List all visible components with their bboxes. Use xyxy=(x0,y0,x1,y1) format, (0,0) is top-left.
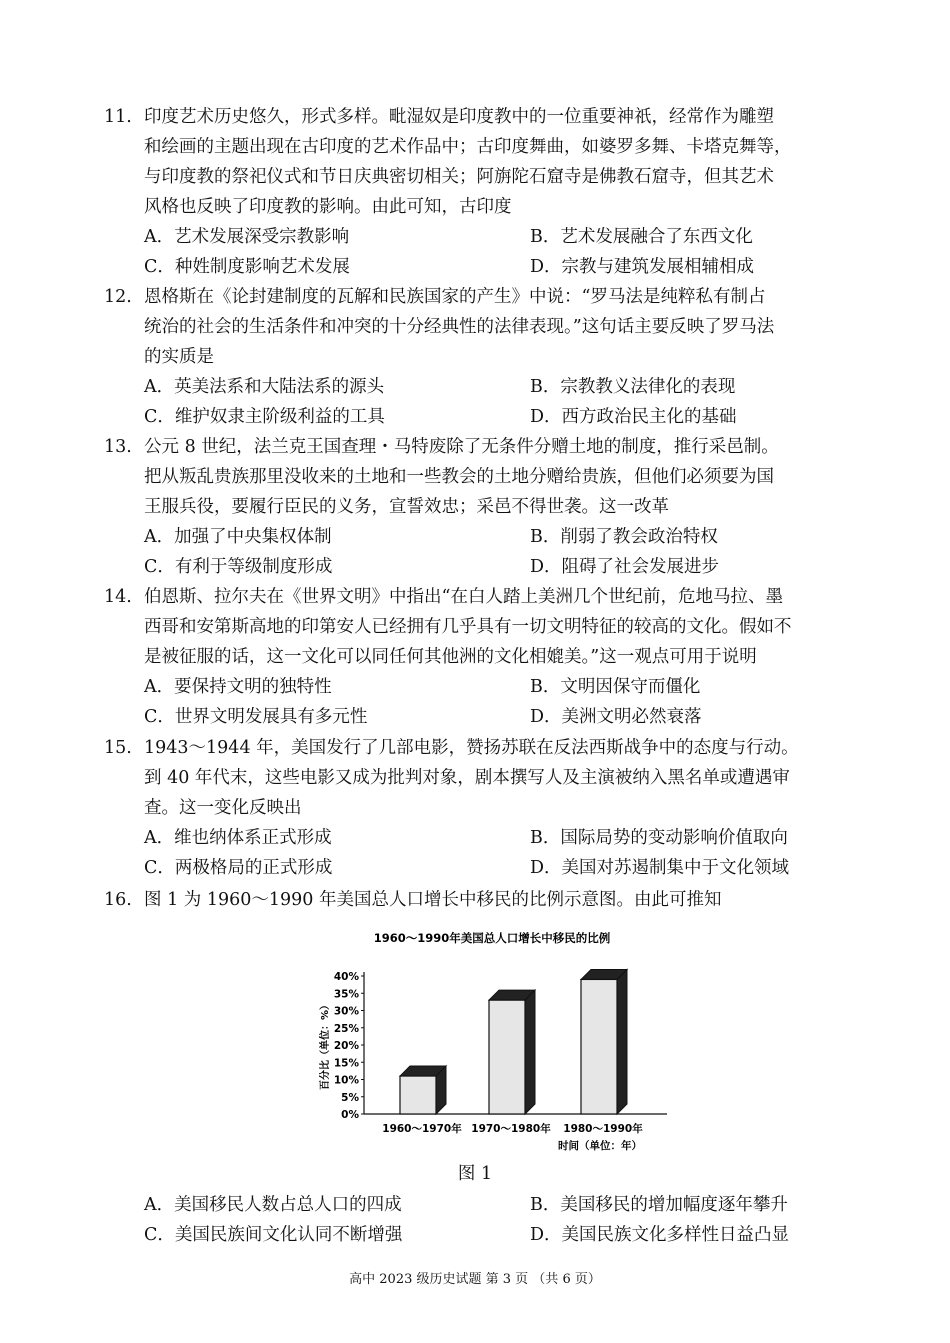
question-text: 1943～1944 年，美国发行了几部电影，赞扬苏联在反法西斯战争中的态度与行动。 xyxy=(144,738,799,758)
option-d: D．西方政治民主化的基础 xyxy=(530,407,737,427)
option-a: A．维也纳体系正式形成 xyxy=(144,828,332,848)
x-tick-label: 1960～1970年 xyxy=(382,1123,462,1135)
y-tick-label: 20% xyxy=(333,1040,359,1052)
question-text: 风格也反映了印度教的影响。由此可知，古印度 xyxy=(144,197,512,217)
question-text: 公元 8 世纪，法兰克王国查理・马特废除了无条件分赠土地的制度，推行采邑制。 xyxy=(144,437,779,457)
question-text: 图 1 为 1960～1990 年美国总人口增长中移民的比例示意图。由此可推知 xyxy=(144,890,722,910)
option-c: C．美国民族间文化认同不断增强 xyxy=(144,1225,403,1245)
question-text: 伯恩斯、拉尔夫在《世界文明》中指出“在白人踏上美洲几个世纪前，危地马拉、墨 xyxy=(144,587,783,607)
option-d: D．阻碍了社会发展进步 xyxy=(530,557,720,577)
option-d: D．美国对苏遏制集中于文化领域 xyxy=(530,858,790,878)
question-text: 西哥和安第斯高地的印第安人已经拥有几乎具有一切文明特征的较高的文化。假如不 xyxy=(144,617,792,637)
bar xyxy=(581,979,617,1114)
x-tick-label: 1970～1980年 xyxy=(471,1123,551,1135)
y-tick-label: 35% xyxy=(333,988,359,1001)
question-text: 王服兵役，要履行臣民的义务，宣誓效忠；采邑不得世袭。这一改革 xyxy=(144,497,669,517)
question-15 xyxy=(104,733,849,883)
y-tick-label: 0% xyxy=(341,1109,359,1121)
y-tick-label: 30% xyxy=(333,1005,359,1018)
option-b: B．文明因保守而僵化 xyxy=(530,677,701,697)
x-axis-label: 时间（单位：年） xyxy=(558,1140,642,1152)
question-text: 把从叛乱贵族那里没收来的土地和一些教会的土地分赠给贵族，但他们必须要为国 xyxy=(144,467,774,487)
y-tick-label: 40% xyxy=(333,971,359,983)
question-12 xyxy=(104,282,849,432)
bar-side xyxy=(525,990,535,1114)
options xyxy=(104,372,849,432)
options xyxy=(104,1190,849,1250)
y-tick-label: 10% xyxy=(333,1074,359,1087)
question-text: 印度艺术历史悠久，形式多样。毗湿奴是印度教中的一位重要神祇，经常作为雕塑 xyxy=(144,107,774,127)
option-a: A．艺术发展深受宗教影响 xyxy=(144,227,350,247)
question-number: 11. xyxy=(104,107,132,127)
bar xyxy=(400,1076,436,1114)
chart-title: 1960～1990年美国总人口增长中移民的比例 xyxy=(373,931,611,945)
options xyxy=(104,522,849,582)
question-text: 与印度教的祭祀仪式和节日庆典密切相关；阿旃陀石窟寺是佛教石窟寺，但其艺术 xyxy=(144,167,774,187)
y-axis-label: 百分比（单位：%） xyxy=(320,999,331,1091)
figure-caption: 图 1 xyxy=(457,1164,493,1184)
question-16 xyxy=(104,885,849,915)
option-b: B．美国移民的增加幅度逐年攀升 xyxy=(530,1195,788,1215)
question-number: 13. xyxy=(104,437,132,457)
question-number: 14. xyxy=(104,587,132,607)
option-c: C．两极格局的正式形成 xyxy=(144,858,333,878)
question-14 xyxy=(104,582,849,732)
option-a: A．加强了中央集权体制 xyxy=(144,527,332,547)
option-b: B．艺术发展融合了东西文化 xyxy=(530,227,753,247)
y-tick-label: 15% xyxy=(333,1057,359,1070)
option-c: C．维护奴隶主阶级利益的工具 xyxy=(144,407,385,427)
question-text: 的实质是 xyxy=(144,347,214,367)
option-c: C．世界文明发展具有多元性 xyxy=(144,707,368,727)
option-a: A．要保持文明的独特性 xyxy=(144,677,332,697)
question-text: 统治的社会的生活条件和冲突的十分经典性的法律表现。”这句话主要反映了罗马法 xyxy=(144,317,775,337)
option-b: B．宗教教义法律化的表现 xyxy=(530,377,736,397)
question-13 xyxy=(104,432,849,582)
option-d: D．美国民族文化多样性日益凸显 xyxy=(530,1225,790,1245)
options xyxy=(104,823,849,883)
option-a: A．美国移民人数占总人口的四成 xyxy=(144,1195,402,1215)
question-number: 16. xyxy=(104,890,132,910)
option-a: A．英美法系和大陆法系的源头 xyxy=(144,377,385,397)
question-text: 和绘画的主题出现在古印度的艺术作品中；古印度舞曲，如婆罗多舞、卡塔克舞等， xyxy=(144,137,792,157)
option-d: D．宗教与建筑发展相辅相成 xyxy=(530,257,755,277)
bar-chart xyxy=(312,924,672,1156)
question-number: 15. xyxy=(104,738,132,758)
question-11 xyxy=(104,102,849,282)
options xyxy=(104,672,849,732)
y-tick-label: 25% xyxy=(333,1022,359,1035)
option-c: C．有利于等级制度形成 xyxy=(144,557,333,577)
option-c: C．种姓制度影响艺术发展 xyxy=(144,257,350,277)
question-text: 恩格斯在《论封建制度的瓦解和民族国家的产生》中说：“罗马法是纯粹私有制占 xyxy=(144,287,766,307)
question-number: 12. xyxy=(104,287,132,307)
bar-side xyxy=(617,969,627,1114)
question-16-options xyxy=(104,1190,849,1250)
option-b: B．削弱了教会政治特权 xyxy=(530,527,718,547)
option-b: B．国际局势的变动影响价值取向 xyxy=(530,828,788,848)
question-text: 到 40 年代末，这些电影又成为批判对象，剧本撰写人及主演被纳入黑名单或遭遇审 xyxy=(144,768,790,788)
bar xyxy=(489,1000,525,1114)
page-footer: 高中 2023 级历史试题 第 3 页 （共 6 页） xyxy=(349,1272,601,1287)
option-d: D．美洲文明必然衰落 xyxy=(530,707,702,727)
question-text: 查。这一变化反映出 xyxy=(144,798,302,818)
y-tick-label: 5% xyxy=(341,1091,359,1104)
question-text: 是被征服的话，这一文化可以同任何其他洲的文化相媲美。”这一观点可用于说明 xyxy=(144,647,757,667)
x-tick-label: 1980～1990年 xyxy=(563,1123,643,1135)
options xyxy=(104,222,849,282)
